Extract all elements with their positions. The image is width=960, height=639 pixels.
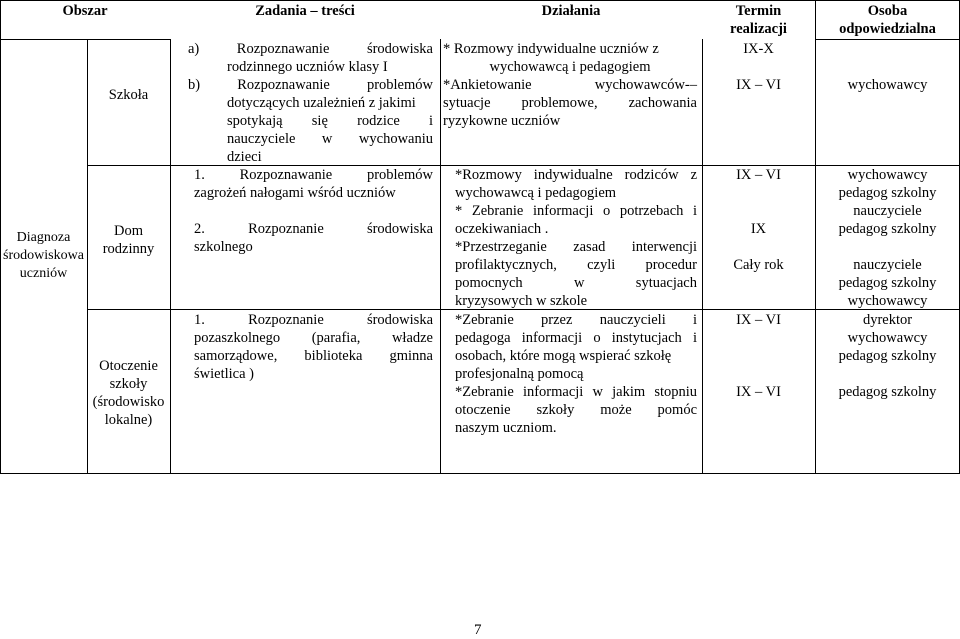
term-surroundings-1: IX – VI <box>736 312 781 328</box>
header-person: Osoba odpowiedzialna <box>839 3 936 37</box>
header-tasks: Zadania – treści <box>255 3 355 19</box>
term-home-2: IX <box>750 221 767 237</box>
env-home: Dom rodzinny <box>102 223 155 257</box>
person-school: wychowawcy <box>847 77 928 93</box>
term-school-2: IX – VI <box>736 77 781 93</box>
table-border-top <box>0 0 960 1</box>
actions-school: * Rozmowy indywidualne uczniów z wychowawcą i pedagogiem *Ankietowanie wychowawców-– sytuacje problemowe, zachowania ryzykowne uczniów <box>443 41 697 129</box>
header-actions: Działania <box>541 3 601 19</box>
env-surroundings: Otoczenie szkoły (środowisko lokalne) <box>92 358 165 428</box>
person-home: wychowawcy pedagog szkolny nauczyciele pedagog szkolny nauczyciele pedagog szkolny wychowawcy <box>838 167 937 309</box>
term-home-3: Cały rok <box>733 257 784 273</box>
actions-surroundings: *Zebranie przez nauczycieli i pedagoga informacji o instytucjach i osobach, które mogą wspierać szkołę profesjonalną pomocą *Zebranie informacji w jakim stopniu otoczenie szkoły może pomóc naszym uczniom. <box>455 312 698 436</box>
col-divider-tasks <box>440 39 441 474</box>
task-b: b) Rozpoznawanie problemów dotyczących uzależnień z jakimi spotykają się rodzice i nauczyciele w wychowaniu dzieci <box>188 77 433 165</box>
header-divider-left <box>0 39 170 40</box>
table-border-bottom <box>0 473 960 474</box>
page-number: 7 <box>474 622 482 638</box>
task-home-2: 2. Rozpoznanie środowiska szkolnego <box>194 221 434 255</box>
term-home-1: IX – VI <box>736 167 781 183</box>
term-surroundings-2: IX – VI <box>736 384 781 400</box>
header-divider-right <box>815 39 960 40</box>
task-a: a) Rozpoznawanie środowiska rodzinnego uczniów klasy I <box>188 41 433 75</box>
term-school-1: IX-X <box>743 41 774 57</box>
col-divider-env <box>170 39 171 474</box>
person-surroundings: dyrektor wychowawcy pedagog szkolny pedagog szkolny <box>838 312 937 400</box>
area-diagnosis: Diagnoza środowiskowa uczniów <box>3 230 84 281</box>
actions-home: *Rozmowy indywidualne rodziców z wychowawcą i pedagogiem * Zebranie informacji o potrzebach i oczekiwaniach . *Przestrzeganie zasad interwencji profilaktycznych, czyli procedur pomocnych w sytuacjach kryzysowych w szkole <box>455 167 698 309</box>
header-term: Termin realizacji <box>730 3 787 37</box>
env-school: Szkoła <box>108 87 149 103</box>
task-surroundings-1: 1. Rozpoznanie środowiska pozaszkolnego (parafia, władze samorządowe, biblioteka gminna świetlica ) <box>194 312 434 382</box>
task-home-1: 1. Rozpoznawanie problemów zagrożeń nałogami wśród uczniów <box>194 167 433 201</box>
header-area: Obszar <box>62 3 108 19</box>
